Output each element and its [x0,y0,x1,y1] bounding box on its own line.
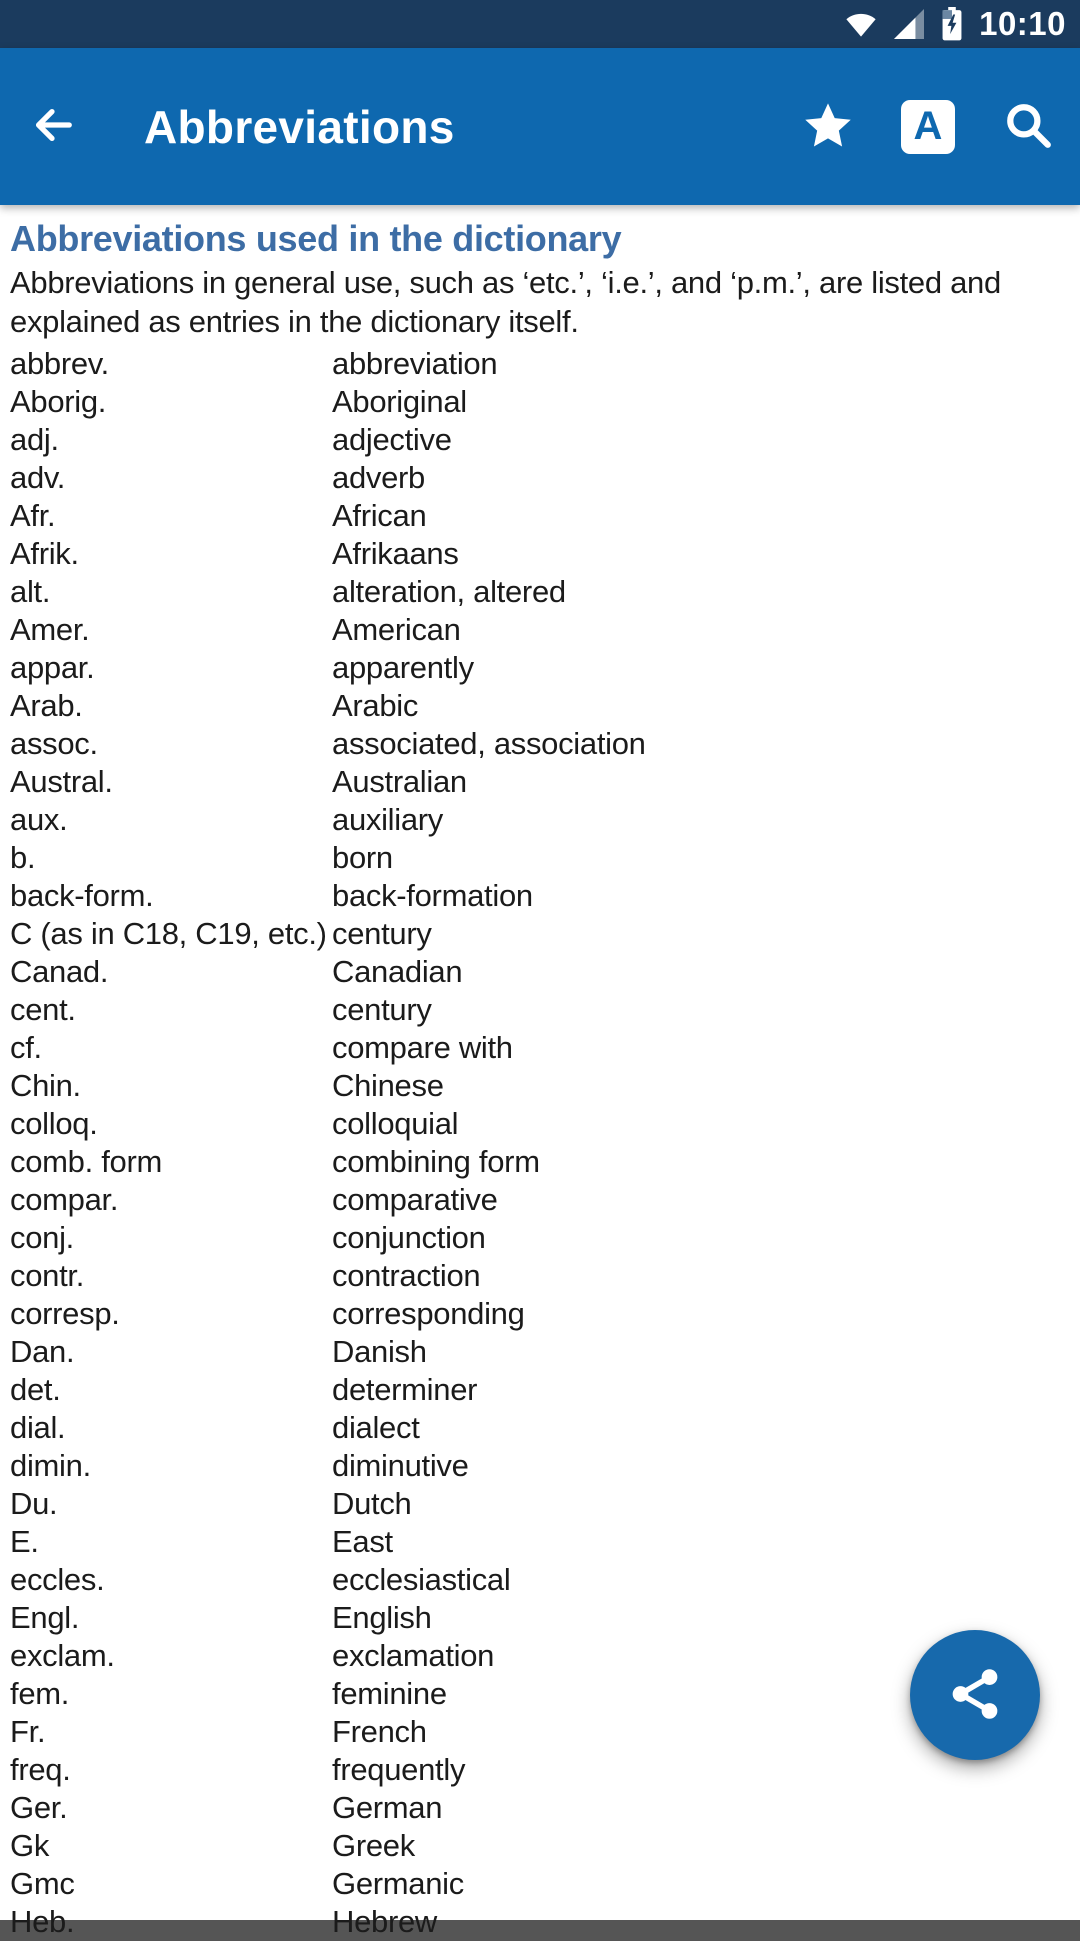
abbreviation-term: adv. [10,460,66,495]
abbreviation-row [10,877,1070,915]
abbreviation-meaning: apparently [332,650,474,685]
abbreviation-term: colloq. [10,1106,98,1141]
abbreviation-row [10,991,1070,1029]
search-button[interactable] [1000,99,1056,155]
abbreviation-term: aux. [10,802,68,837]
intro-paragraph: Abbreviations in general use, such as ‘etc.’, ‘i.e.’, and ‘p.m.’, are listed and explained as entries in the dictionary itself. [10,265,1001,339]
abbreviation-term: exclam. [10,1638,115,1673]
abbreviation-row [10,1561,1070,1599]
abbreviation-meaning: Australian [332,764,467,799]
wifi-icon [845,9,877,39]
abbreviation-term: Afr. [10,498,56,533]
abbreviation-term: eccles. [10,1562,105,1597]
abbreviation-meaning: contraction [332,1258,481,1293]
abbreviation-term: Dan. [10,1334,75,1369]
abbreviation-term: cf. [10,1030,42,1065]
abbreviation-term: b. [10,840,36,875]
abbreviation-row [10,421,1070,459]
abbreviation-row [10,1789,1070,1827]
abbreviation-row [10,953,1070,991]
back-button[interactable] [24,99,80,155]
abbreviation-row [10,687,1070,725]
abbreviation-term: abbrev. [10,346,109,381]
abbreviation-meaning: adjective [332,422,452,457]
abbreviation-term: comb. form [10,1144,163,1179]
abbreviation-row [10,611,1070,649]
abbreviation-meaning: abbreviation [332,346,498,381]
abbreviation-meaning: Greek [332,1828,415,1863]
abbreviation-term: Canad. [10,954,109,989]
abbreviation-meaning: exclamation [332,1638,495,1673]
abbreviation-row [10,1333,1070,1371]
abbreviation-meaning: century [332,916,432,951]
abbreviation-meaning: colloquial [332,1106,459,1141]
abbreviation-term: alt. [10,574,51,609]
abbreviation-row [10,535,1070,573]
abbreviation-term: E. [10,1524,39,1559]
status-time: 10:10 [979,5,1066,42]
abbreviation-term: dial. [10,1410,66,1445]
abbreviation-meaning: associated, association [332,726,646,761]
abbreviation-row [10,1295,1070,1333]
abbreviation-meaning: feminine [332,1676,447,1711]
abbreviation-term: compar. [10,1182,119,1217]
abbreviation-meaning: Arabic [332,688,419,723]
app-bar [0,48,1080,205]
abbreviation-meaning: conjunction [332,1220,486,1255]
abbreviation-meaning: determiner [332,1372,478,1407]
abbreviation-row [10,1637,1070,1675]
abbreviation-meaning: combining form [332,1144,540,1179]
abbreviation-row [10,1903,1070,1941]
abbreviation-row [10,1219,1070,1257]
abbreviation-meaning: Canadian [332,954,463,989]
abbreviation-row [10,1827,1070,1865]
abbreviation-term: det. [10,1372,61,1407]
abbreviation-meaning: Hebrew [332,1904,438,1939]
signal-icon [893,9,925,39]
text-size-button[interactable] [900,99,956,155]
abbreviation-row [10,1143,1070,1181]
abbreviation-term: Aborig. [10,384,107,419]
abbreviation-row [10,763,1070,801]
abbreviation-row [10,1409,1070,1447]
abbreviation-meaning: Dutch [332,1486,412,1521]
abbreviation-row [10,345,1070,383]
abbreviation-meaning: ecclesiastical [332,1562,511,1597]
abbreviation-meaning: Aboriginal [332,384,467,419]
abbreviation-row [10,1713,1070,1751]
abbreviation-term: Austral. [10,764,113,799]
abbreviation-meaning: frequently [332,1752,466,1787]
abbreviation-meaning: comparative [332,1182,498,1217]
text-size-icon: A [901,100,955,154]
abbreviation-row [10,915,1070,953]
star-icon [802,99,854,154]
abbreviation-term: cent. [10,992,76,1027]
abbreviation-row [10,1371,1070,1409]
abbreviation-term: contr. [10,1258,85,1293]
status-bar [0,0,1080,48]
abbreviation-meaning: African [332,498,427,533]
abbreviation-meaning: English [332,1600,432,1635]
page-title: Abbreviations [144,100,455,153]
abbreviation-term: freq. [10,1752,71,1787]
abbreviation-term: Heb. [10,1904,75,1939]
abbreviation-row [10,1105,1070,1143]
abbreviation-term: Ger. [10,1790,68,1825]
abbreviation-term: back-form. [10,878,154,913]
abbreviation-term: Gk [10,1828,50,1863]
abbreviation-row [10,573,1070,611]
abbreviation-term: corresp. [10,1296,120,1331]
share-icon [946,1665,1004,1726]
abbreviation-row [10,1751,1070,1789]
abbreviation-term: Chin. [10,1068,81,1103]
abbreviation-meaning: Germanic [332,1866,464,1901]
abbreviation-row [10,1029,1070,1067]
abbreviation-meaning: born [332,840,393,875]
abbreviation-meaning: century [332,992,432,1027]
abbreviation-row [10,1447,1070,1485]
search-icon [1003,100,1053,153]
abbreviation-term: Arab. [10,688,83,723]
abbreviation-row [10,497,1070,535]
abbreviation-meaning: German [332,1790,443,1825]
abbreviation-row [10,839,1070,877]
abbreviation-row [10,801,1070,839]
abbreviation-term: Amer. [10,612,90,647]
abbreviation-row [10,1067,1070,1105]
abbreviation-meaning: back-formation [332,878,533,913]
abbreviation-row [10,725,1070,763]
abbreviation-row [10,459,1070,497]
abbreviation-meaning: American [332,612,461,647]
abbreviation-term: Gmc [10,1866,75,1901]
abbreviation-row [10,1523,1070,1561]
abbreviation-meaning: East [332,1524,393,1559]
abbreviation-row [10,383,1070,421]
abbreviation-row [10,1181,1070,1219]
abbreviation-row [10,649,1070,687]
abbreviation-term: Du. [10,1486,58,1521]
abbreviation-term: Afrik. [10,536,79,571]
abbreviation-meaning: adverb [332,460,425,495]
abbreviation-term: C (as in C18, C19, etc.) [10,916,327,951]
abbreviation-meaning: Chinese [332,1068,444,1103]
abbreviation-term: Fr. [10,1714,46,1749]
back-arrow-icon [29,102,75,151]
app-bar-actions [800,99,1056,155]
abbreviation-meaning: alteration, altered [332,574,566,609]
abbreviation-meaning: Afrikaans [332,536,459,571]
abbreviation-term: assoc. [10,726,98,761]
abbreviation-term: conj. [10,1220,74,1255]
section-heading: Abbreviations used in the dictionary [10,218,622,259]
abbreviation-row [10,1257,1070,1295]
abbreviation-meaning: dialect [332,1410,420,1445]
abbreviation-meaning: Danish [332,1334,427,1369]
abbreviation-row [10,1865,1070,1903]
abbreviation-meaning: corresponding [332,1296,525,1331]
abbreviation-row [10,1485,1070,1523]
favorite-button[interactable] [800,99,856,155]
abbreviation-term: fem. [10,1676,70,1711]
abbreviation-term: dimin. [10,1448,91,1483]
abbreviation-term: adj. [10,422,59,457]
abbreviation-term: appar. [10,650,95,685]
abbreviation-term: Engl. [10,1600,80,1635]
abbreviation-meaning: French [332,1714,427,1749]
abbreviation-meaning: compare with [332,1030,513,1065]
battery-charging-icon [941,7,963,41]
abbreviation-meaning: diminutive [332,1448,469,1483]
share-button[interactable] [910,1630,1040,1760]
abbreviation-row [10,1599,1070,1637]
abbreviation-meaning: auxiliary [332,802,444,837]
